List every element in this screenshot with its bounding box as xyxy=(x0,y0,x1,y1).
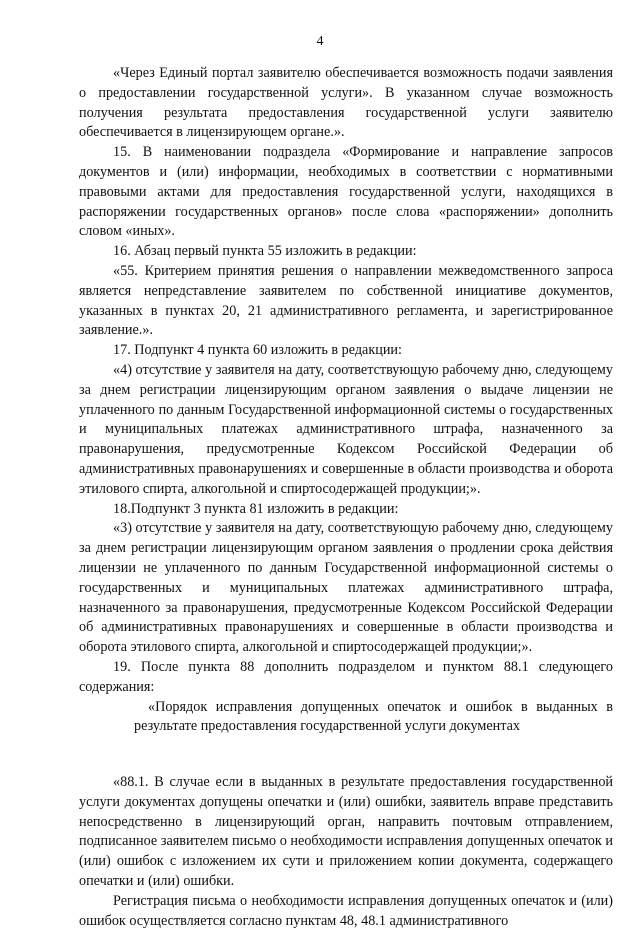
paragraph: «55. Критерием принятия решения о направлении межведомственного запроса является непредставление заявителем по собственной инициативе документов, указанных в пунктах 20, 21 административного регламента, и зарегистрированное заявление.». xyxy=(79,262,613,339)
paragraph: Регистрация письма о необходимости исправления допущенных опечаток и (или) ошибок осуществляется согласно пунктам 48, 48.1 административного xyxy=(79,892,613,929)
paragraph: 15. В наименовании подраздела «Формирование и направление запросов документов и (или) информации, необходимых в соответствии с нормативными правовыми актами для предоставления государственной услуги, находящихся в распоряжении государственных органов» после слова «распоряжении» дополнить словом «иных». xyxy=(79,144,613,240)
paragraph: 16. Абзац первый пункта 55 изложить в редакции: xyxy=(113,243,417,260)
paragraph: «3) отсутствие у заявителя на дату, соответствующую рабочему дню, следующему за днем регистрации лицензирующим органом заявления о продлении срока действия лицензии не уплаченного по данным Государственной информационной системы о государственных и муниципальных платежах административного штрафа, назначенного за правонарушения, предусмотренные Кодексом Российской Федерации об административных правонарушениях и совершенные в области производства и оборота этилового спирта, алкогольной и спиртосодержащей продукции;». xyxy=(79,520,613,656)
paragraph: 18.Подпункт 3 пункта 81 изложить в редакции: xyxy=(113,500,399,517)
subsection-title: «Порядок исправления допущенных опечаток и ошибок в выданных в результате предоставления государственной услуги документах xyxy=(134,698,613,735)
document-body xyxy=(79,64,613,931)
paragraph: «88.1. В случае если в выданных в результате предоставления государственной услуги документах допущены опечатки и (или) ошибки, заявитель вправе представить непосредственно в лицензирующий орган, направить почтовым отправлением, подписанное заявителем письмо о необходимости исправления допущенных опечаток и (или) ошибок с изложением их сути и приложением копии документа, содержащего опечатки и (или) ошибки. xyxy=(79,774,613,890)
paragraph: 19. После пункта 88 дополнить подразделом и пунктом 88.1 следующего содержания: xyxy=(79,658,613,695)
page-number: 4 xyxy=(316,34,324,49)
paragraph: 17. Подпункт 4 пункта 60 изложить в редакции: xyxy=(113,342,402,359)
paragraph: «Через Единый портал заявителю обеспечивается возможность подачи заявления о предоставлении государственной услуги». В указанном случае возможность получения результата предоставления государственной услуги заявителю обеспечивается в лицензирующем органе.». xyxy=(79,65,613,141)
spacer xyxy=(79,737,613,773)
paragraph: «4) отсутствие у заявителя на дату, соответствующую рабочему дню, следующему за днем регистрации лицензирующим органом заявления о выдаче лицензии не уплаченного по данным Государственной информационной системы о государственных и муниципальных платежах административного штрафа, назначенного за правонарушения, предусмотренные Кодексом Российской Федерации об административных правонарушениях и совершенные в области производства и оборота этилового спирта, алкогольной и спиртосодержащей продукции;». xyxy=(79,361,613,497)
